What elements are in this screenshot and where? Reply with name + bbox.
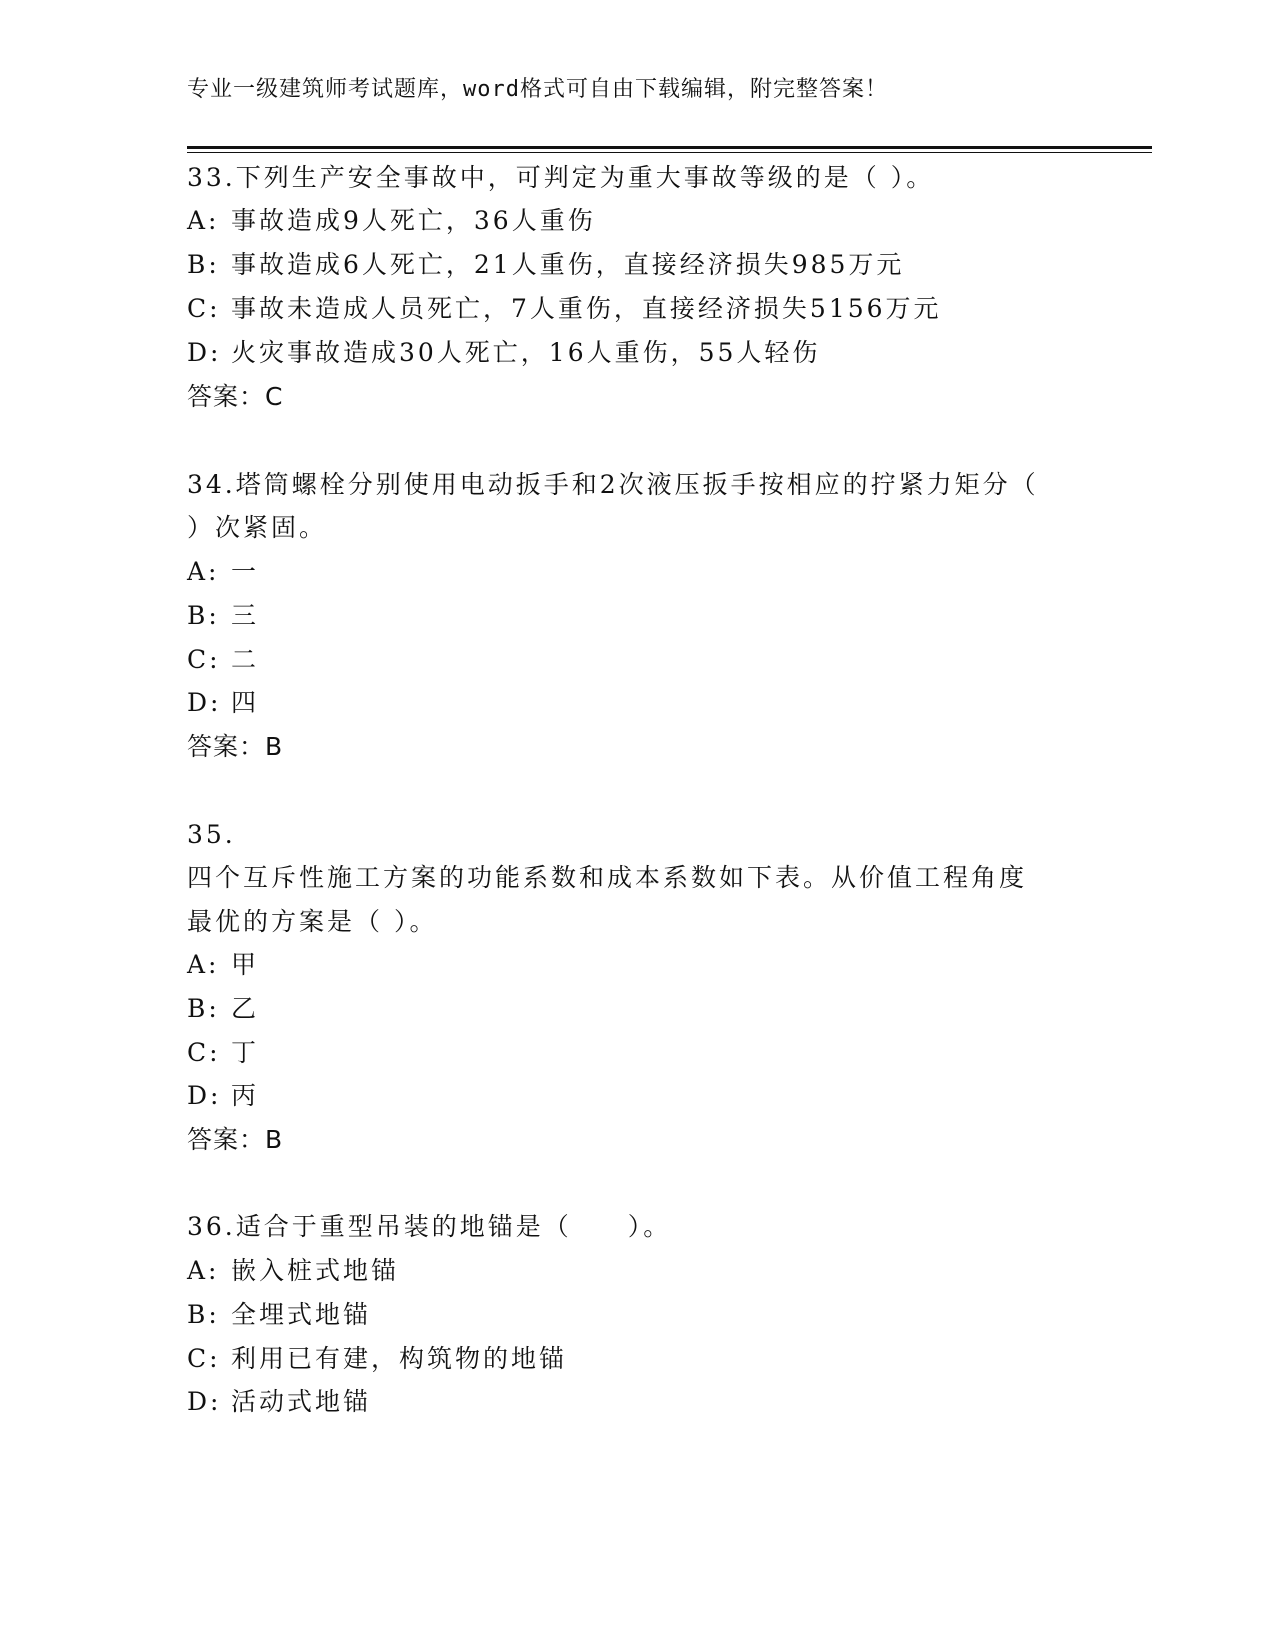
q35-option-d [187, 1081, 259, 1111]
option-text: 乙 [231, 994, 260, 1023]
option-text: 二 [231, 645, 260, 674]
q35-option-a [187, 950, 259, 980]
option-text: 全埋式地锚 [231, 1300, 372, 1329]
q36-option-d [187, 1387, 371, 1417]
option-text: 活动式地锚 [231, 1387, 372, 1416]
option-label: A: [187, 206, 220, 235]
option-label: D: [187, 688, 222, 717]
q33-option-a [187, 206, 596, 236]
option-label: C: [187, 294, 221, 323]
option-label: B: [187, 601, 220, 630]
q36-option-a [187, 1256, 399, 1286]
q36-stem: 36.适合于重型吊装的地锚是（ ）。 [187, 1212, 672, 1241]
option-label: D: [187, 1081, 222, 1110]
option-text: 一 [231, 557, 260, 586]
option-text: 事故造成6人死亡，21人重伤，直接经济损失985万元 [231, 250, 905, 279]
q35-answer: 答案：B [187, 1125, 284, 1154]
q36-option-c [187, 1344, 567, 1374]
option-label: B: [187, 1300, 220, 1329]
option-text: 事故未造成人员死亡，7人重伤，直接经济损失5156万元 [231, 294, 942, 323]
q34-stem-line-2: ）次紧固。 [187, 513, 328, 542]
option-text: 甲 [231, 950, 260, 979]
q33-option-c [187, 294, 942, 324]
q35-stem-line-1: 35. [187, 820, 236, 849]
option-text: 嵌入桩式地锚 [231, 1256, 400, 1285]
q33-stem: 33.下列生产安全事故中，可判定为重大事故等级的是（ ）。 [187, 163, 935, 192]
option-label: B: [187, 250, 220, 279]
option-text: 丁 [231, 1038, 260, 1067]
q33-option-d [187, 338, 820, 368]
option-text: 火灾事故造成30人死亡，16人重伤，55人轻伤 [231, 338, 821, 367]
header-rule-thick [187, 146, 1152, 149]
q34-answer: 答案：B [187, 732, 284, 761]
option-text: 利用已有建，构筑物的地锚 [231, 1344, 568, 1373]
q33-answer: 答案：C [187, 382, 284, 411]
option-text: 四 [231, 688, 260, 717]
option-text: 丙 [231, 1081, 260, 1110]
option-label: A: [187, 557, 220, 586]
q35-option-c [187, 1038, 259, 1068]
option-label: D: [187, 338, 222, 367]
q33-option-b [187, 250, 904, 280]
header-rule-thin [187, 152, 1152, 153]
q35-stem-line-3: 最优的方案是（ ）。 [187, 907, 438, 936]
q34-stem-line-1: 34.塔筒螺栓分别使用电动扳手和2次液压扳手按相应的拧紧力矩分（ [187, 470, 1039, 499]
q34-option-a [187, 557, 259, 587]
option-text: 事故造成9人死亡，36人重伤 [231, 206, 596, 235]
option-label: A: [187, 950, 220, 979]
q36-option-b [187, 1300, 371, 1330]
option-label: C: [187, 1038, 221, 1067]
page-header: 专业一级建筑师考试题库，word格式可自由下载编辑，附完整答案！ [187, 77, 888, 102]
q35-stem-line-2: 四个互斥性施工方案的功能系数和成本系数如下表。从价值工程角度 [187, 863, 1028, 892]
q34-option-b [187, 601, 259, 631]
option-label: A: [187, 1256, 220, 1285]
q34-option-c [187, 645, 259, 675]
q35-option-b [187, 994, 259, 1024]
option-label: D: [187, 1387, 222, 1416]
option-text: 三 [231, 601, 260, 630]
option-label: C: [187, 645, 221, 674]
q34-option-d [187, 688, 259, 718]
option-label: B: [187, 994, 220, 1023]
option-label: C: [187, 1344, 221, 1373]
